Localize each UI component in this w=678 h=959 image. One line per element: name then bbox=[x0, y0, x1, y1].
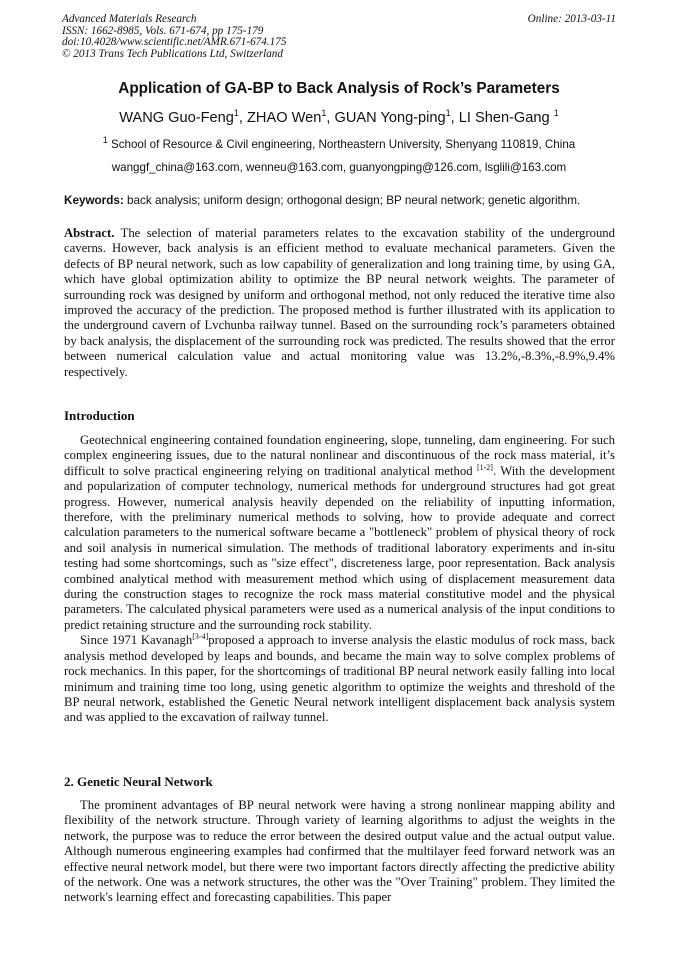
copyright-line: © 2013 Trans Tech Publications Ltd, Switzerland bbox=[62, 47, 283, 60]
abstract-text: The selection of material parameters relates to the excavation stability of the underground caverns. However, back analysis is an efficient method to evaluate mechanical parameters. Given the defects of BP neural network, such as low capability of generalization and long training time, by using GA, which have global optimization ability to optimize the BP neural network weights. The parameter of surrounding rock was designed by uniform and orthogonal method, not only reduced the iterative time also improved the accuracy of the prediction. The proposed method is further illustrated with its application to the underground cavern of Lvchunba railway tunnel. Based on the surrounding rock’s parameters obtained by back analysis, the displacement of the surrounding rock was predicted. The results showed that the error between numerical calculation value and actual monitoring value was 13.2%,-8.3%,-8.9%,9.4% respectively. bbox=[64, 226, 615, 379]
section-heading-genetic-neural-network: 2. Genetic Neural Network bbox=[64, 774, 213, 789]
section2-body bbox=[64, 798, 615, 906]
author-name: LI Shen-Gang bbox=[458, 110, 554, 126]
author-emails: wanggf_china@163.com, wenneu@163.com, guanyongping@126.com, lsglili@163.com bbox=[111, 161, 567, 174]
journal-name: Advanced Materials Research bbox=[62, 13, 197, 25]
paragraph bbox=[64, 633, 615, 725]
paragraph bbox=[64, 433, 615, 633]
author-separator: , bbox=[450, 110, 459, 126]
introduction-body bbox=[64, 433, 615, 726]
doi-line: doi:10.4028/www.scientific.net/AMR.671-674.175 bbox=[62, 36, 287, 49]
citation: [3-4] bbox=[192, 632, 209, 642]
paragraph-text: Geotechnical engineering contained foundation engineering, slope, tunneling, dam engineering. For such complex engineering issues, due to the natural nonlinear and discontinuous of the rock mass material, it’s difficult to solve practical engineering relying on traditional analytical method bbox=[64, 433, 615, 478]
author-affil-mark: 1 bbox=[553, 108, 559, 119]
author-affil-mark: 1 bbox=[445, 108, 451, 119]
journal-header bbox=[62, 14, 616, 60]
keywords-text: back analysis; uniform design; orthogonal design; BP neural network; genetic algorithm. bbox=[123, 194, 581, 207]
abstract bbox=[64, 226, 615, 380]
affiliation-text: School of Resource & Civil engineering, Northeastern University, Shenyang 110819, China bbox=[107, 138, 576, 151]
affiliation-mark: 1 bbox=[102, 135, 108, 146]
paragraph-text: . With the development and popularization of computer technology, numerical methods for underground structures had got great progress. However, numerical analysis heavily depended on the reliability of inputting information, therefore, with the preliminary numerical methods to solving, how to provide adequate and correct calculation parameters to the numerical software became a "bottleneck" problem of physical theory of rock and soil analysis in numerical simulation. The methods of traditional laboratory experiments and in-situ testing had some shortcomings, such as "size effect", discreteness large, poor representation. Back analysis combined analytical method with measurement method which using of displacement measurement data during the construction stages to recognize the rock mass material constitutive model and the physical parameters. The calculated physical parameters were used as a numerical analysis of the input conditions to predict retaining structure and the surrounding rock stability. bbox=[64, 463, 615, 632]
affiliation bbox=[0, 135, 678, 151]
author-separator: , bbox=[326, 110, 335, 126]
author-list bbox=[0, 110, 678, 126]
section-heading-introduction: Introduction bbox=[64, 408, 135, 423]
online-date: Online: 2013-03-11 bbox=[527, 13, 616, 25]
citation: [1-2] bbox=[476, 462, 493, 472]
author-affil-mark: 1 bbox=[233, 108, 239, 119]
author-separator: , bbox=[238, 110, 248, 126]
author-affil-mark: 1 bbox=[321, 108, 327, 119]
paragraph-text: Since 1971 Kavanagh bbox=[80, 633, 193, 648]
issn-line: ISSN: 1662-8985, Vols. 671-674, pp 175-179 bbox=[62, 24, 264, 37]
paper-title: Application of GA-BP to Back Analysis of Rock’s Parameters bbox=[118, 80, 560, 97]
author-name: GUAN Yong-ping bbox=[334, 110, 446, 126]
keywords bbox=[64, 194, 616, 207]
abstract-label: Abstract. bbox=[64, 226, 115, 240]
paragraph-text: proposed a approach to inverse analysis the elastic modulus of rock mass, back analysis method developed by leaps and bounds, and became the main way to solve complex problems of rock mechanics. In this paper, for the shortcomings of traditional BP neural network easily falling into local minimum and training time too long, using genetic algorithm to optimize the weights and threshold of the BP neural network, established the Genetic Neural network intelligent displacement back analysis system and was applied to the excavation of railway tunnel. bbox=[64, 633, 615, 725]
paragraph: The prominent advantages of BP neural network were having a strong nonlinear mapping ability and flexibility of the network structure. Through variety of learning algorithms to adjust the weights in the network, the purpose was to reduce the error between the desired output value and the actual output value. Although numerous engineering examples had confirmed that the multilayer feed forward network was an effective neural network model, but there were two important factors directly affecting the predictive ability of the network. One was a network structures, the other was the "Over Training" problem. They limited the network's learning effect and forecasting capabilities. This paper bbox=[64, 798, 615, 905]
author-name: ZHAO Wen bbox=[247, 110, 322, 126]
keywords-label: Keywords: bbox=[64, 194, 124, 207]
author-name: WANG Guo-Feng bbox=[119, 110, 234, 126]
